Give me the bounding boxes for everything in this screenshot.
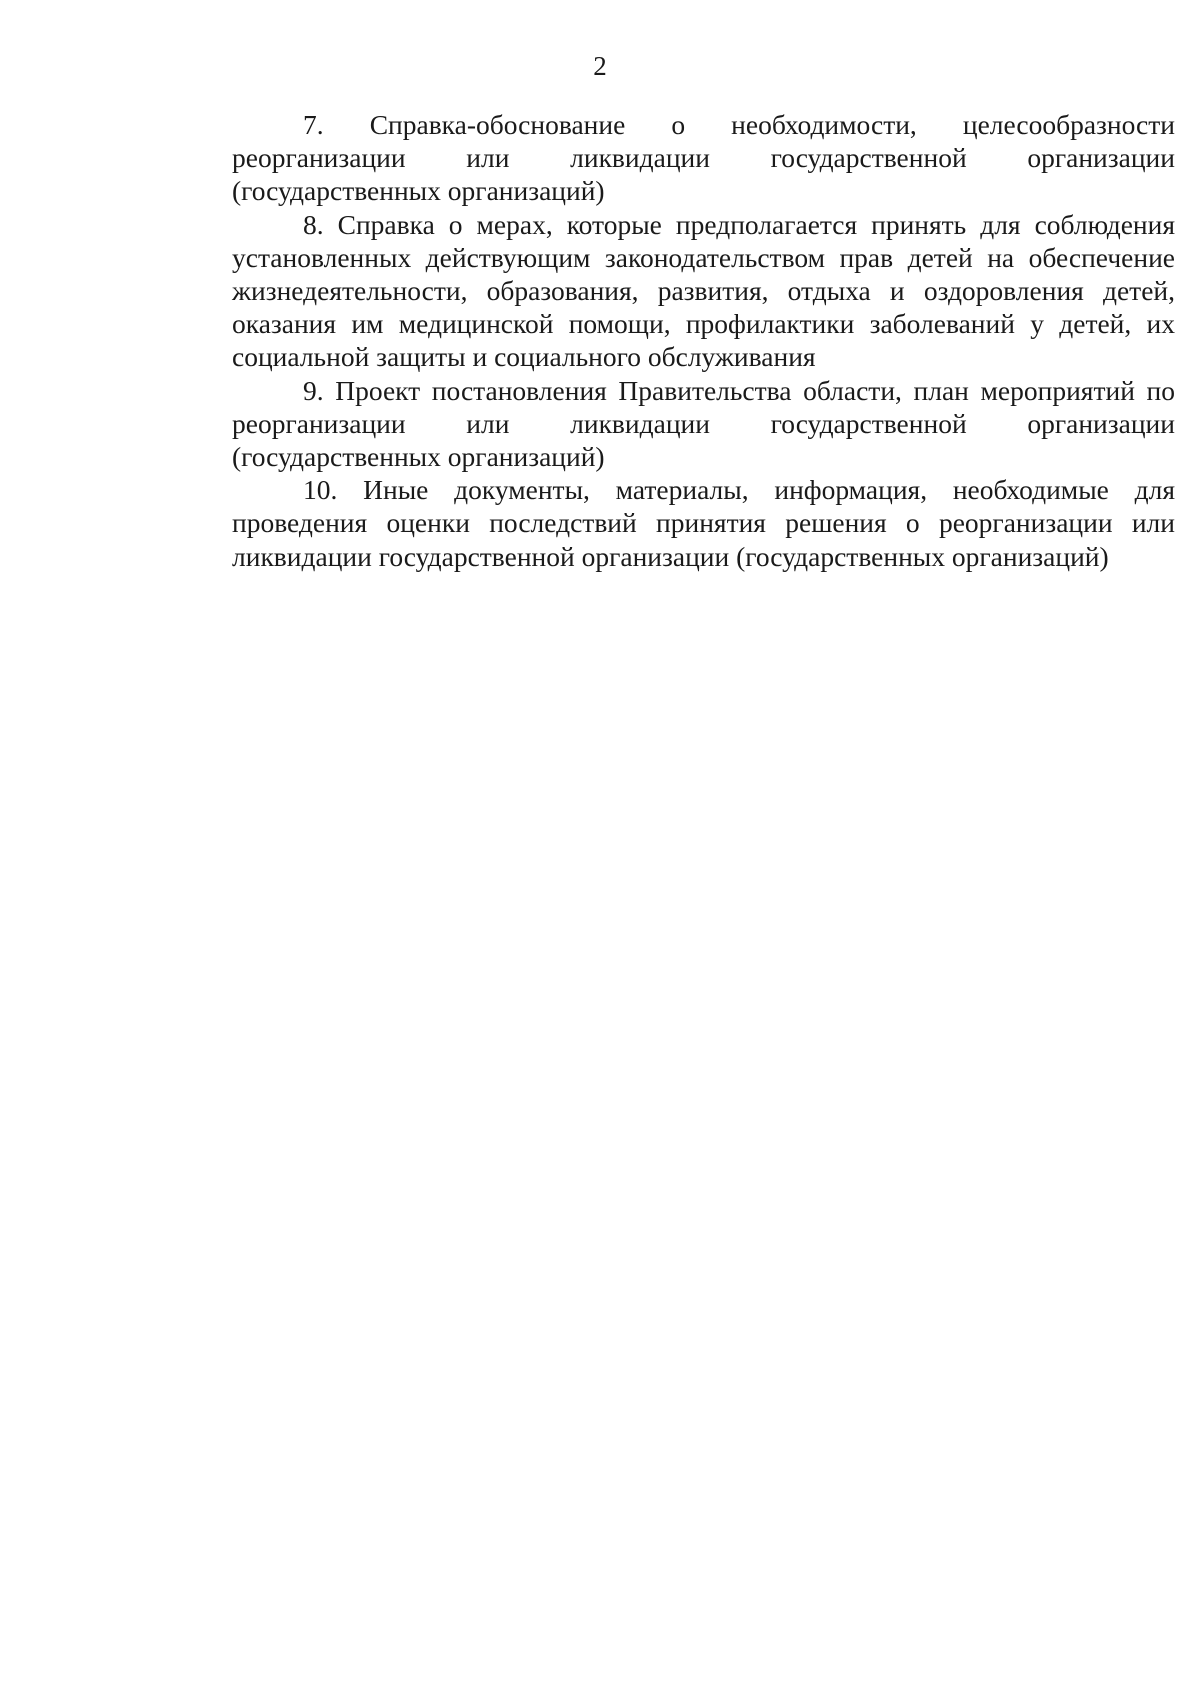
list-item-10 — [232, 473, 1175, 573]
item-text: Справка о мерах, которые предполагается принять для соблюдения установленных действующим законодательством прав детей на обеспечение жизнедеятельности, образования, развития, отдыха и оздоровления детей, оказания им медицинской помощи, профилактики заболеваний у детей, их социальной защиты и социального обслуживания — [232, 208, 1175, 373]
item-number: 10. — [303, 474, 338, 506]
item-text: Проект постановления Правительства области, план мероприятий по реорганизации или ликвидации государственной организации (государственных организаций) — [232, 374, 1176, 473]
item-number: 9. — [303, 374, 324, 406]
document-body — [232, 108, 1175, 573]
list-item-7 — [232, 108, 1175, 208]
item-number: 8. — [303, 208, 324, 240]
item-number: 7. — [303, 109, 324, 140]
list-item-9 — [232, 374, 1175, 474]
item-text: Справка-обоснование о необходимости, целесообразности реорганизации или ликвидации государственной организации (государственных организаций) — [232, 109, 1175, 207]
list-item-8 — [232, 208, 1175, 374]
page-number: 2 — [593, 51, 607, 81]
item-text: Иные документы, материалы, информация, необходимые для проведения оценки последствий принятия решения о реорганизации или ликвидации государственной организации (государственных организаций) — [232, 474, 1175, 572]
